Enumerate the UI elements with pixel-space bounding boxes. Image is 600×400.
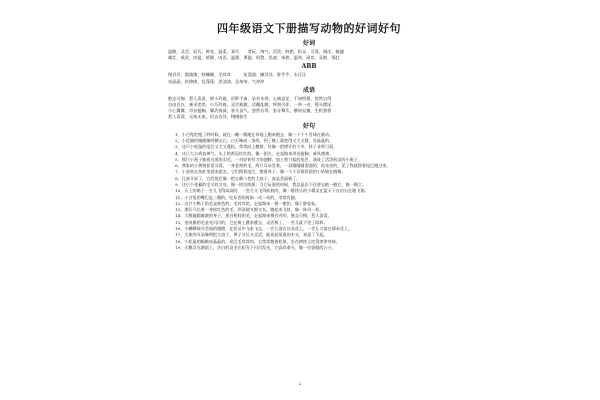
good-words-line: 温顺、灵活、轻巧、鲜亮、温柔、乖巧 贪玩、淘气、活泼、鲜艳、机灵、可爱、调皮、敏捷 [168,49,344,54]
document-title: 四年级语文下册描写动物的好词好句 [217,22,401,35]
idioms-line: 自由自在、神采奕奕、小巧玲珑、灵活机敏、活蹦乱跳、呼朋引伴、一举一动、摇头摆尾 [168,102,332,108]
sentence-item: 1、小白兔吃饱了的时候，就在一蹦一跳地在草地上跑来跑去，像一个个小雪球在滚动。 [175,131,334,137]
idioms-line: 憨态可掬、惹人喜爱、娇小玲珑、形影不离、呆若木鸡、心满意足、不知所措、悠然自得 [168,95,332,101]
good-words-section [168,40,450,61]
abb-section [168,63,450,84]
good-sentences-heading: 好句 [302,122,315,130]
sentence-item: 9、这只小花猫的毛又软又亮，像一团毛线球，当它玩耍的时候，我总是忍不住要去抱一抱它，摸一摸它。 [175,182,366,187]
page-number: 2 [298,381,302,386]
sentence-item: 16、小蝴蝶展开美丽的翅膀，在花丛中飞来飞去，一会儿落在这朵花上，一会儿又落在那朵花上。 [175,226,353,232]
idioms-line: 惹人喜爱、无拘无束、形态各异、栩栩如生 [168,114,248,120]
sentence-item: 19、天鹅浮在湖面上，洁白的羽毛在阳光下闪闪发光，它高昂着头，像一位骄傲的公主。 [175,244,336,250]
sentence-item: 5、那只小燕子披着乌黑的羽毛，一对轻快有力的翅膀，加上剪刀似的尾巴，凑成了活泼机灵的小燕子。 [175,156,362,162]
sentence-item: 15、金丝猴的毛金光闪闪的，它在树上跳来跳去，灵活极了，一会儿就不见了踪影。 [175,219,328,225]
sentence-item: 2、小花猫的眼睛像两颗宝石，白天眯成一条线，到了晚上就变得又大又圆，亮晶晶的。 [175,137,334,143]
sentence-item: 8、孔雀开屏了，它的尾巴像一把五颜六色的大扇子，真是美丽极了。 [175,175,301,181]
sentence-item: 7、小金鱼在鱼缸里游来游去，它们摇着尾巴，摆着身子，像一个个穿着彩裙的小姑娘在跳舞。 [175,169,346,175]
sentence-item: 4、这只大公鸡真神气，头上的鸡冠红红的，像一团火，走起路来昂首挺胸，威风凛凛。 [175,150,334,156]
idioms-section [168,87,450,121]
good-words-heading: 好词 [302,40,315,47]
sentence-item: 11、小白兔的嘴巴是三瓣的，吃东西的时候一动一动的，非常有趣。 [175,194,299,200]
sentence-item: 18、小松鼠的眼睛亮晶晶的，尾巴毛茸茸的，它常常抱着松果，坐在树枝上吃得津津有味。 [175,238,340,244]
sentence-item: 17、大象的耳朵像两把大扇子，鼻子又长又灵活，能卷起很重的木头，真是了不起。 [175,232,328,238]
idioms-heading: 成语 [302,86,315,94]
good-words-line: 雄壮、威武、凶猛、矫健、凶恶、温驯、勇猛、机警、迅速、笨拙、温和、顽皮、灵敏、强壮 [168,55,340,61]
sentence-item: 13、那匹马长着一身棕红色的毛，四条腿又细又长，跑起来飞快，像一阵风一样。 [175,207,324,213]
good-sentences-section [168,123,450,252]
sentence-item: 14、大熊猫圆滚滚的身子，黑白相间的毛，走起路来慢吞吞的，憨态可掬，惹人喜爱。 [175,213,332,219]
abb-heading: ABB [301,63,317,71]
sentence-item: 3、这只小松鼠的尾巴又大又蓬松，常常向上翘着，好像一把撑开的小伞，样子非常可爱。 [175,144,338,150]
sentence-item: 12、这只小鸭子的毛是黄色的，毛茸茸的，走起路来一摇一摆的，像个胖娃娃。 [175,200,320,206]
abb-line: 慢吞吞、圆滚滚、胖嘟嘟、毛茸茸 灰溜溜、懒洋洋、胖乎乎、水汪汪 [168,72,307,78]
abb-line: 亮晶晶、软绵绵、乱蓬蓬、黑油油、急匆匆、气冲冲 [168,78,265,84]
sentence-item: 6、我家的小黄狗非常可爱，一身金黄的毛，两只耳朵竖着，一双眼睛圆溜溜的，黑亮亮的，见了我就摇着尾巴跑过来。 [175,163,391,169]
sentence-item: 10、天上的鸽子一会儿飞得高高的，一会儿又飞得低低的，像一群快乐的小精灵在蓝天下自由自在地飞翔。 [175,188,369,194]
idioms-line: 小心翼翼、昂首挺胸、耀武扬威、垂头丧气、悠然自得、张牙舞爪、横冲直撞、生机勃勃 [168,108,332,114]
